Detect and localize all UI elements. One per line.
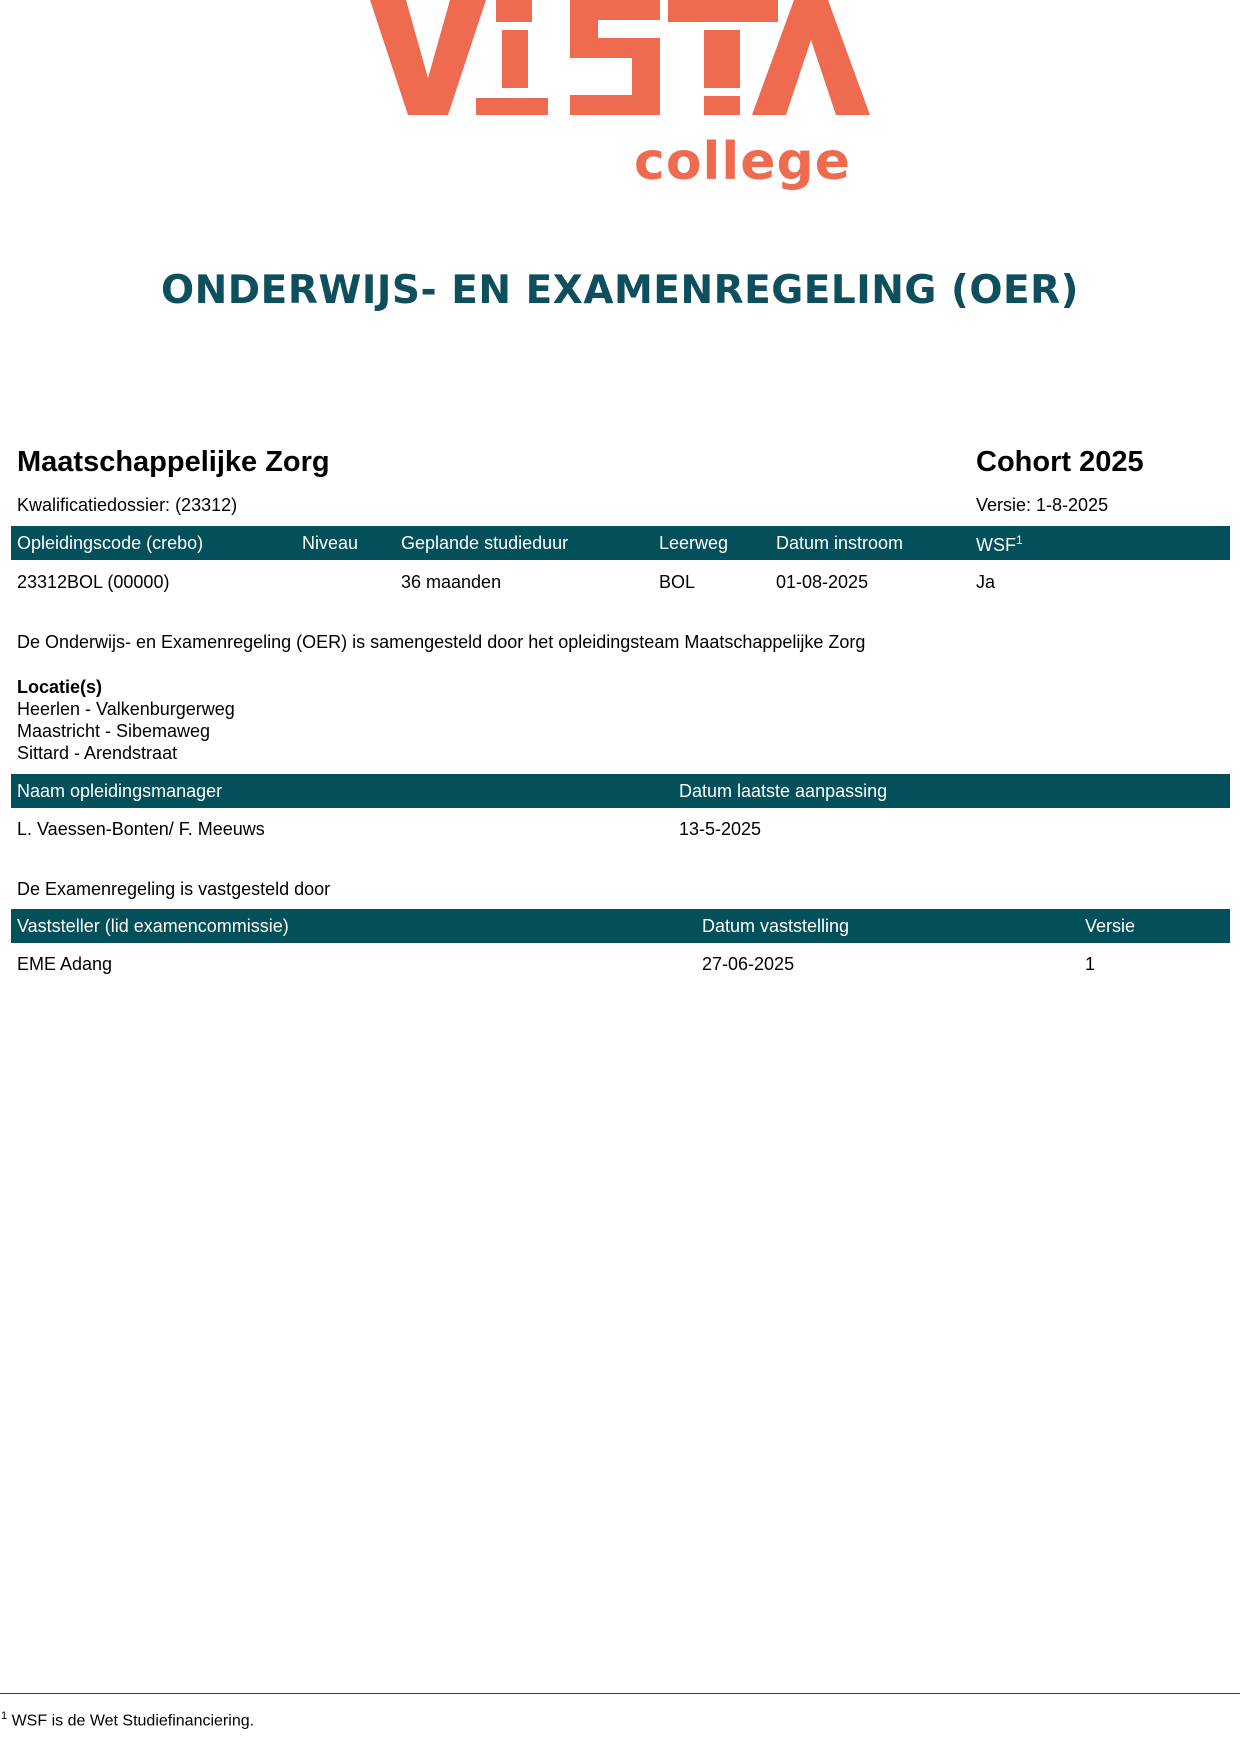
footnote-text: WSF is de Wet Studiefinanciering. xyxy=(11,1712,255,1730)
footnote xyxy=(1,1710,254,1730)
cohort-label: Cohort 2025 xyxy=(976,446,1144,478)
header-instroom: Datum instroom xyxy=(776,533,904,553)
exam-text: De Examenregeling is vastgesteld door xyxy=(17,879,331,899)
cell-version: 1 xyxy=(1085,954,1096,974)
header-version: Versie xyxy=(1085,916,1136,936)
locations-label: Locatie(s) xyxy=(17,677,103,697)
header-leerweg: Leerweg xyxy=(659,533,729,553)
location-item: Sittard - Arendstraat xyxy=(17,743,178,763)
cell-instroom: 01-08-2025 xyxy=(776,572,869,592)
program-name: Maatschappelijke Zorg xyxy=(17,446,330,478)
version-label: Versie: 1-8-2025 xyxy=(976,495,1109,515)
cell-last-change: 13-5-2025 xyxy=(679,819,762,839)
vista-college-logo xyxy=(370,0,876,205)
footnote-number: 1 xyxy=(1,1710,8,1722)
composition-text: De Onderwijs- en Examenregeling (OER) is samengesteld door het opleidingsteam Maatschappelijke Zorg xyxy=(17,632,866,652)
header-crebo: Opleidingscode (crebo) xyxy=(17,533,204,553)
cell-studieduur: 36 maanden xyxy=(401,572,502,592)
location-item: Heerlen - Valkenburgerweg xyxy=(17,699,235,719)
header-vaststeller: Vaststeller (lid examencommissie) xyxy=(17,916,289,936)
qualification-file: Kwalificatiedossier: (23312) xyxy=(17,495,238,515)
manager-table-header xyxy=(11,774,1230,808)
header-wsf-label: WSF xyxy=(976,535,1016,555)
header-date-vaststelling: Datum vaststelling xyxy=(702,916,850,936)
header-last-change: Datum laatste aanpassing xyxy=(679,781,888,801)
header-manager-name: Naam opleidingsmanager xyxy=(17,781,223,801)
program-table-header xyxy=(11,526,1230,560)
header-niveau: Niveau xyxy=(302,533,359,553)
cell-date-vaststelling: 27-06-2025 xyxy=(702,954,795,974)
cell-manager-name: L. Vaessen-Bonten/ F. Meeuws xyxy=(17,819,265,839)
header-studieduur: Geplande studieduur xyxy=(401,533,569,553)
cell-vaststeller: EME Adang xyxy=(17,954,113,974)
header-wsf xyxy=(976,533,1023,556)
cell-crebo: 23312BOL (00000) xyxy=(17,572,170,592)
document-title: ONDERWIJS- EN EXAMENREGELING (OER) xyxy=(161,268,1079,313)
cell-leerweg: BOL xyxy=(659,572,696,592)
footnote-ref[interactable]: 1 xyxy=(1016,533,1023,547)
logo-subtitle: college xyxy=(634,132,851,192)
footnote-divider xyxy=(0,1693,1240,1694)
cell-wsf: Ja xyxy=(976,572,996,592)
location-item: Maastricht - Sibemaweg xyxy=(17,721,211,741)
exam-table-header xyxy=(11,909,1230,943)
